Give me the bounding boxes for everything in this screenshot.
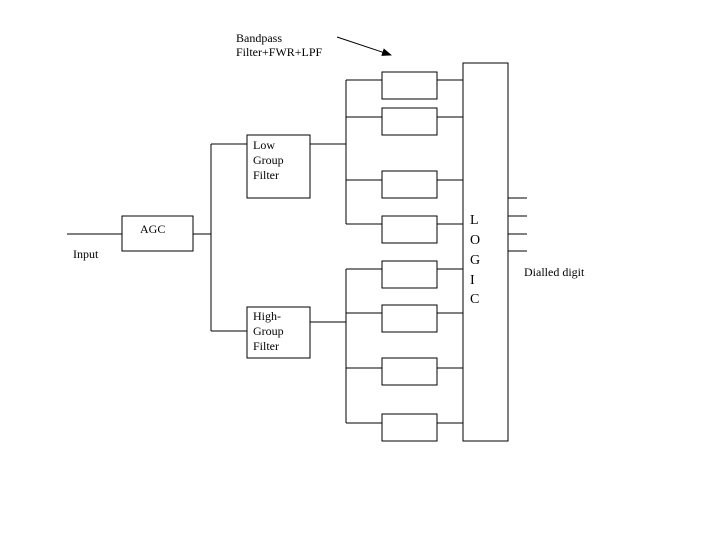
- logic-letter-l: L: [470, 213, 479, 228]
- bandpass-block-2: [382, 108, 437, 135]
- high-group-label-line1: High-: [253, 309, 281, 323]
- bandpass-block-7: [382, 358, 437, 385]
- low-group-label-line3: Filter: [253, 168, 279, 182]
- input-label: Input: [73, 247, 99, 261]
- high-group-label-line2: Group: [253, 324, 284, 338]
- bandpass-block-6: [382, 305, 437, 332]
- logic-letter-o: O: [470, 233, 481, 248]
- bandpass-label-line1: Bandpass: [236, 31, 282, 45]
- logic-block: [463, 63, 508, 441]
- low-group-label-line2: Group: [253, 153, 284, 167]
- bandpass-block-5: [382, 261, 437, 288]
- bandpass-block-8: [382, 414, 437, 441]
- logic-letter-i: I: [470, 273, 475, 288]
- bandpass-block-3: [382, 171, 437, 198]
- agc-label: AGC: [140, 222, 166, 236]
- bandpass-pointer-arrow: [337, 37, 391, 55]
- high-group-label-line3: Filter: [253, 339, 279, 353]
- logic-letter-g: G: [470, 253, 481, 268]
- dialled-digit-label: Dialled digit: [524, 265, 585, 279]
- low-group-label-line1: Low: [253, 138, 275, 152]
- logic-letter-c: C: [470, 292, 480, 307]
- bandpass-block-4: [382, 216, 437, 243]
- bandpass-label-line2: Filter+FWR+LPF: [236, 45, 323, 59]
- bandpass-block-1: [382, 72, 437, 99]
